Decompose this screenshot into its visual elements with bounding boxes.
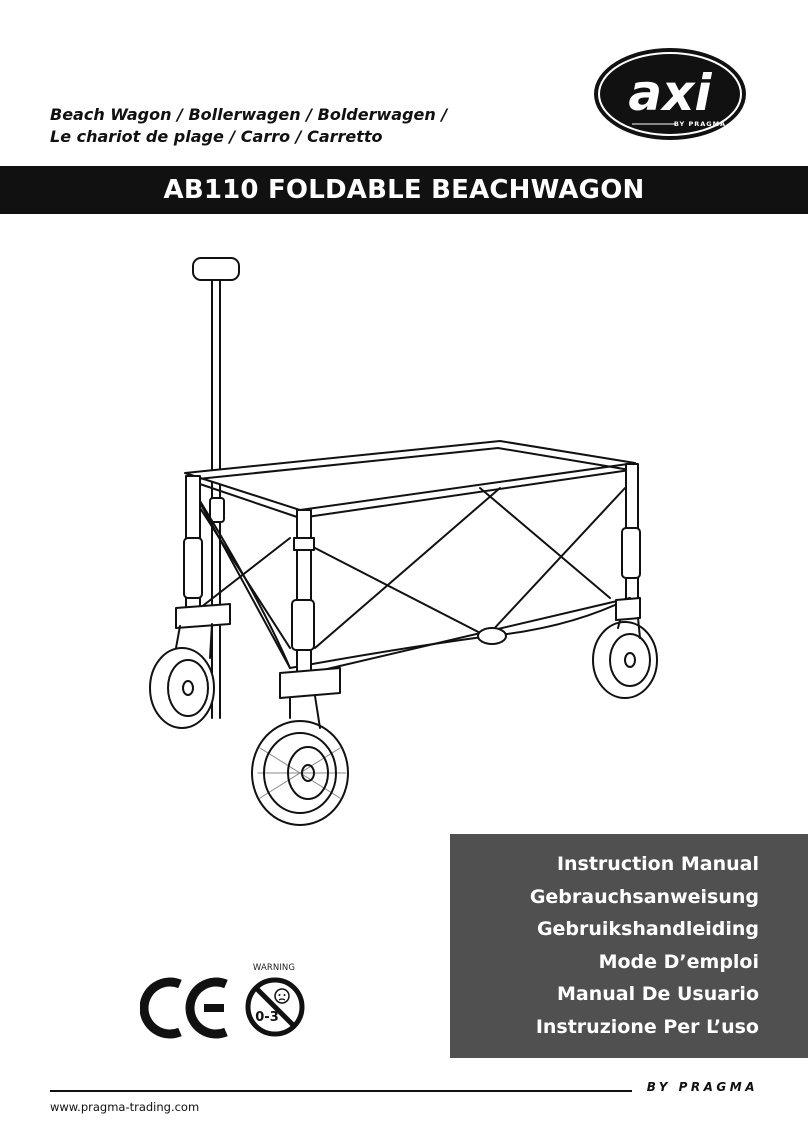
logo-tagline: BY PRAGMA: [673, 120, 727, 128]
product-title: AB110 FOLDABLE BEACHWAGON: [0, 166, 808, 214]
age-warning-icon: [244, 976, 306, 1038]
subtitle-line-1: Beach Wagon / Bollerwagen / Bolderwagen /: [50, 105, 448, 124]
footer-divider: [50, 1090, 632, 1092]
manual-line-en: Instruction Manual: [556, 853, 759, 875]
manual-line-nl: Gebruikshandleiding: [536, 918, 759, 940]
manual-line-es: Manual De Usuario: [556, 983, 759, 1005]
logo-text: axi: [628, 64, 712, 122]
axi-logo: [592, 46, 748, 146]
footer-brand: BY PRAGMA: [646, 1080, 758, 1094]
manual-line-de: Gebrauchsanweisung: [529, 885, 759, 908]
product-subtitle: [50, 104, 447, 148]
wheel-back-left: [150, 648, 214, 728]
website-url: www.pragma-trading.com: [50, 1100, 200, 1114]
age-range-text: 0-3: [255, 1010, 279, 1025]
warning-label: WARNING: [252, 963, 296, 973]
manual-line-it: Instruzione Per L’uso: [535, 1015, 759, 1038]
ce-mark-icon: [140, 976, 232, 1040]
manual-line-fr: Mode D’emploi: [598, 950, 759, 973]
wagon-illustration: [140, 248, 680, 828]
wheel-front-left: [252, 721, 348, 825]
subtitle-line-2: Le chariot de plage / Carro / Carretto: [50, 127, 383, 146]
manual-languages-box: [450, 834, 808, 1058]
wheel-back-right: [593, 622, 657, 698]
